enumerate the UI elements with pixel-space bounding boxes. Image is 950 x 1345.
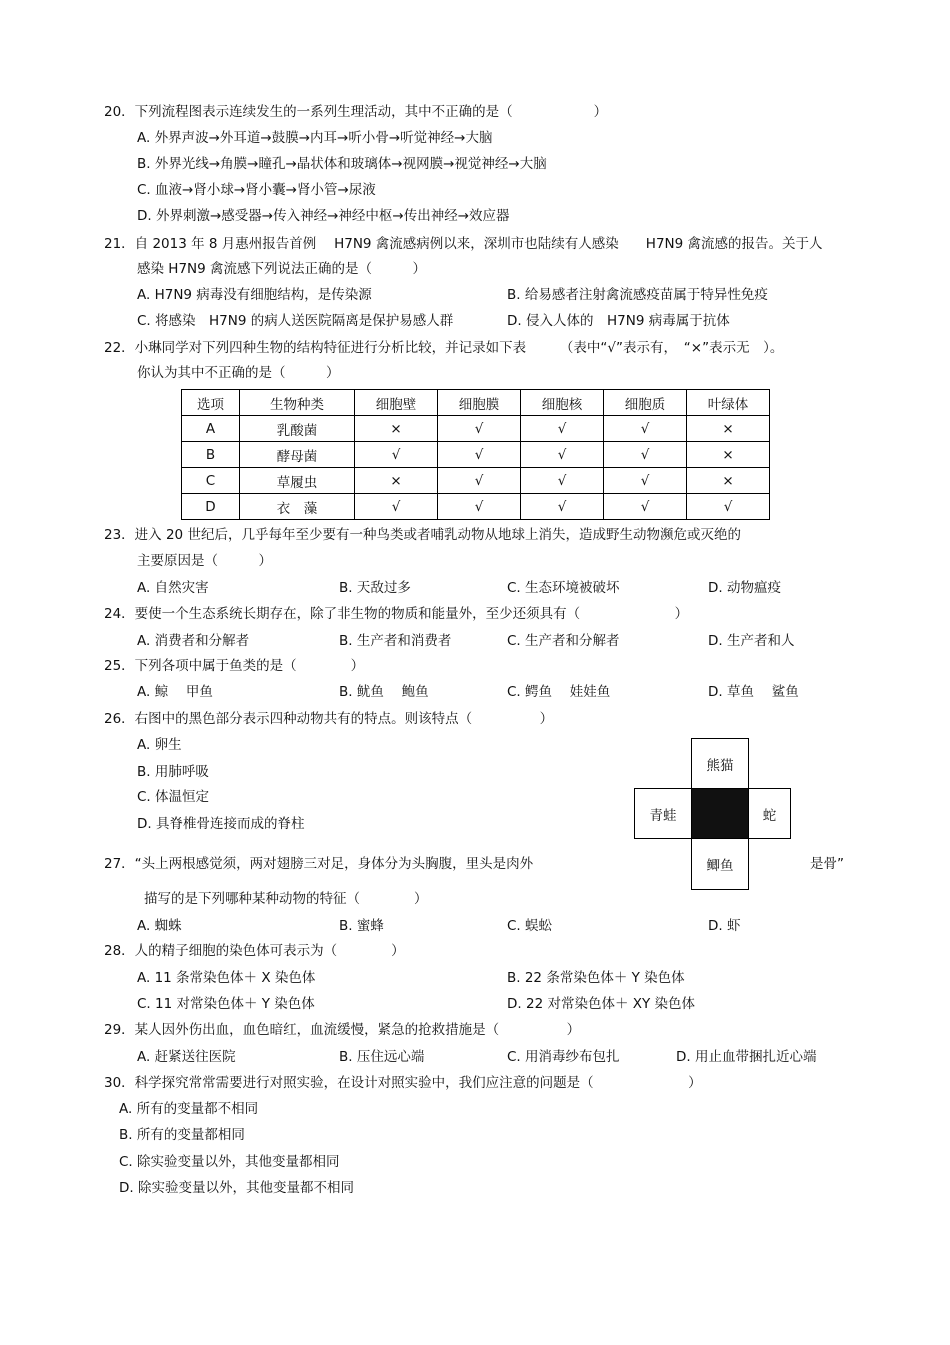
q21-option-d: D. 侵入人体的 H7N9 病毒属于抗体 <box>507 313 730 329</box>
table-cell: √ <box>604 494 687 520</box>
table-cell: × <box>687 442 770 468</box>
table-cell: A <box>182 416 240 442</box>
table-header-cell: 细胞膜 <box>438 390 521 416</box>
q21-stem-line1: 21．自 2013 年 8 月惠州报告首例 H7N9 禽流感病例以来，深圳市也陆续有人感染 H7N9 禽流感的报告。关于人 <box>104 236 823 252</box>
q23-option-b: B. 天敌过多 <box>339 580 411 596</box>
q21-stem-line2: 感染 H7N9 禽流感下列说法正确的是（ ） <box>137 261 427 277</box>
q30-option-c: C. 除实验变量以外，其他变量都相同 <box>119 1154 340 1170</box>
diagram-box-crucian-carp: 鲫鱼 <box>691 838 749 890</box>
q29-option-b: B. 压住远心端 <box>339 1049 425 1065</box>
q22-stem-line2: 你认为其中不正确的是（ ） <box>137 365 340 381</box>
q24-option-d: D. 生产者和人 <box>708 633 795 649</box>
q25-option-d: D. 草鱼 鲨鱼 <box>708 684 799 700</box>
q30-option-b: B. 所有的变量都相同 <box>119 1127 245 1143</box>
q29-option-d: D. 用止血带捆扎近心端 <box>676 1049 817 1065</box>
q27-stem-line2: 描写的是下列哪种某种动物的特征（ ） <box>144 891 428 907</box>
table-cell: √ <box>438 416 521 442</box>
q25-option-a: A. 鲸 甲鱼 <box>137 684 213 700</box>
q20-stem: 20．下列流程图表示连续发生的一系列生理活动，其中不正确的是（ ） <box>104 104 608 120</box>
q25-stem: 25．下列各项中属于鱼类的是（ ） <box>104 658 365 674</box>
q29-option-c: C. 用消毒纱布包扎 <box>507 1049 620 1065</box>
table-header-cell: 细胞壁 <box>355 390 438 416</box>
table-cell: √ <box>438 442 521 468</box>
q26-option-b: B. 用肺呼吸 <box>137 764 209 780</box>
q21-option-b: B. 给易感者注射禽流感疫苗属于特异性免疫 <box>507 287 768 303</box>
table-cell: C <box>182 468 240 494</box>
q26-option-c: C. 体温恒定 <box>137 789 210 805</box>
q26-stem: 26．右图中的黑色部分表示四种动物共有的特点。则该特点（ ） <box>104 711 554 727</box>
table-header-cell: 生物种类 <box>240 390 355 416</box>
table-cell: √ <box>604 416 687 442</box>
q24-option-a: A. 消费者和分解者 <box>137 633 250 649</box>
q21-option-c: C. 将感染 H7N9 的病人送医院隔离是保护易感人群 <box>137 313 454 329</box>
q28-option-b: B. 22 条常染色体＋ Y 染色体 <box>507 970 685 986</box>
table-cell: D <box>182 494 240 520</box>
table-cell: 草履虫 <box>240 468 355 494</box>
q24-option-c: C. 生产者和分解者 <box>507 633 620 649</box>
q28-option-a: A. 11 条常染色体＋ X 染色体 <box>137 970 316 986</box>
q26-option-a: A. 卵生 <box>137 737 182 753</box>
diagram-common-feature-block <box>691 788 749 839</box>
q23-stem-line2: 主要原因是（ ） <box>137 553 272 569</box>
q29-option-a: A. 赶紧送往医院 <box>137 1049 236 1065</box>
table-cell: √ <box>604 442 687 468</box>
q23-stem-line1: 23．进入 20 世纪后，几乎每年至少要有一种鸟类或者哺乳动物从地球上消失，造成野生动物濒危或灭绝的 <box>104 527 741 543</box>
q28-option-d: D. 22 对常染色体＋ XY 染色体 <box>507 996 696 1012</box>
table-cell: 乳酸菌 <box>240 416 355 442</box>
table-cell: √ <box>521 468 604 494</box>
table-cell: × <box>687 468 770 494</box>
table-header-cell: 叶绿体 <box>687 390 770 416</box>
diagram-box-snake: 蛇 <box>748 788 791 839</box>
q27-option-a: A. 蜘蛛 <box>137 918 182 934</box>
table-cell: × <box>687 416 770 442</box>
table-cell: × <box>355 468 438 494</box>
table-cell: 酵母菌 <box>240 442 355 468</box>
q25-option-b: B. 鱿鱼 鲍鱼 <box>339 684 429 700</box>
table-cell: √ <box>355 494 438 520</box>
q30-option-a: A. 所有的变量都不相同 <box>119 1101 259 1117</box>
table-row <box>182 468 770 494</box>
table-cell: √ <box>521 416 604 442</box>
table-cell: × <box>355 416 438 442</box>
table-row <box>182 442 770 468</box>
q24-option-b: B. 生产者和消费者 <box>339 633 452 649</box>
table-cell: √ <box>521 494 604 520</box>
q28-stem: 28．人的精子细胞的染色体可表示为（ ） <box>104 943 405 959</box>
diagram-box-frog: 青蛙 <box>634 788 692 839</box>
table-cell: √ <box>438 468 521 494</box>
q27-option-b: B. 蜜蜂 <box>339 918 384 934</box>
q29-stem: 29．某人因外伤出血，血色暗红，血流缓慢，紧急的抢救措施是（ ） <box>104 1022 581 1038</box>
q22-stem-line1: 22．小琳同学对下列四种生物的结构特征进行分析比较，并记录如下表 （表中“√”表示有， “×”表示无 ）。 <box>104 340 784 356</box>
table-cell: √ <box>604 468 687 494</box>
table-row <box>182 416 770 442</box>
q25-option-c: C. 鳄鱼 娃娃鱼 <box>507 684 611 700</box>
table-cell: 衣 藻 <box>240 494 355 520</box>
table-header-cell: 细胞核 <box>521 390 604 416</box>
q21-option-a: A. H7N9 病毒没有细胞结构，是传染源 <box>137 287 372 303</box>
q23-option-d: D. 动物瘟疫 <box>708 580 781 596</box>
q27-option-d: D. 虾 <box>708 918 741 934</box>
table-row <box>182 494 770 520</box>
q23-option-a: A. 自然灾害 <box>137 580 209 596</box>
q20-option-a: A. 外界声波→外耳道→鼓膜→内耳→听小骨→听觉神经→大脑 <box>137 130 493 146</box>
q20-option-c: C. 血液→肾小球→肾小囊→肾小管→尿液 <box>137 182 376 198</box>
q20-option-d: D. 外界刺激→感受器→传入神经→神经中枢→传出神经→效应器 <box>137 208 510 224</box>
q26-option-d: D. 具脊椎骨连接而成的脊柱 <box>137 816 305 832</box>
q30-option-d: D. 除实验变量以外，其他变量都不相同 <box>119 1180 354 1196</box>
q27-stem-tail: 是骨” <box>810 856 844 872</box>
table-cell: √ <box>521 442 604 468</box>
q20-option-b: B. 外界光线→角膜→瞳孔→晶状体和玻璃体→视网膜→视觉神经→大脑 <box>137 156 547 172</box>
table-cell: √ <box>438 494 521 520</box>
q28-option-c: C. 11 对常染色体＋ Y 染色体 <box>137 996 315 1012</box>
q27-stem-line1: 27．“头上两根感觉须，两对翅膀三对足，身体分为头胸腹，里头是肉外 <box>104 856 534 872</box>
q24-stem: 24．要使一个生态系统长期存在，除了非生物的物质和能量外，至少还须具有（ ） <box>104 606 689 622</box>
table-header-row <box>182 390 770 416</box>
q23-option-c: C. 生态环境被破坏 <box>507 580 620 596</box>
table-header-cell: 细胞质 <box>604 390 687 416</box>
table-cell: √ <box>687 494 770 520</box>
q22-table <box>181 389 770 520</box>
q27-option-c: C. 蜈蚣 <box>507 918 553 934</box>
table-cell: B <box>182 442 240 468</box>
diagram-box-panda: 熊猫 <box>691 738 749 789</box>
table-header-cell: 选项 <box>182 390 240 416</box>
table-cell: √ <box>355 442 438 468</box>
q30-stem: 30．科学探究常常需要进行对照实验，在设计对照实验中，我们应注意的问题是（ ） <box>104 1075 702 1091</box>
